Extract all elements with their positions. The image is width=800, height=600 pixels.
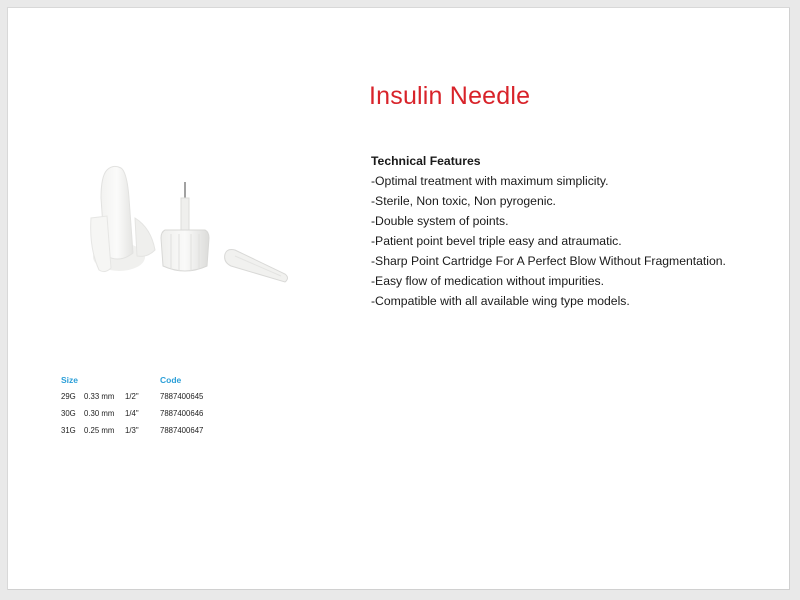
feature-item: -Optimal treatment with maximum simplicity. xyxy=(371,174,609,188)
length: 1/3" xyxy=(125,426,139,435)
feature-item: -Compatible with all available wing type models. xyxy=(371,294,630,308)
outer-cap xyxy=(91,166,155,271)
size-cell xyxy=(61,426,160,435)
needle-hub xyxy=(161,182,209,271)
length: 1/4" xyxy=(125,409,139,418)
code-header: Code xyxy=(160,374,182,385)
code-cell: 7887400646 xyxy=(160,409,204,418)
feature-item: -Easy flow of medication without impurities. xyxy=(371,274,605,288)
feature-item: -Patient point bevel triple easy and atraumatic. xyxy=(371,234,622,248)
table-row xyxy=(61,422,240,439)
features-list xyxy=(371,171,726,311)
diameter: 0.25 mm xyxy=(84,426,115,435)
page-title: Insulin Needle xyxy=(369,82,531,110)
insulin-needle-product-image xyxy=(85,158,295,283)
table-header-row xyxy=(61,371,240,388)
spec-table xyxy=(61,371,240,439)
technical-features xyxy=(371,151,726,311)
feature-item: -Sterile, Non toxic, Non pyrogenic. xyxy=(371,194,556,208)
gauge: 31G xyxy=(61,426,76,435)
gauge: 30G xyxy=(61,409,76,418)
feature-item: -Double system of points. xyxy=(371,214,509,228)
code-cell: 7887400647 xyxy=(160,426,204,435)
size-cell xyxy=(61,392,160,401)
length: 1/2" xyxy=(125,392,139,401)
inner-cap xyxy=(225,250,288,283)
diameter: 0.30 mm xyxy=(84,409,115,418)
code-cell: 7887400645 xyxy=(160,392,204,401)
gauge: 29G xyxy=(61,392,76,401)
size-cell xyxy=(61,409,160,418)
diameter: 0.33 mm xyxy=(84,392,115,401)
features-heading: Technical Features xyxy=(371,154,481,168)
table-row xyxy=(61,405,240,422)
feature-item: -Sharp Point Cartridge For A Perfect Blow Without Fragmentation. xyxy=(371,254,726,268)
table-row xyxy=(61,388,240,405)
size-header: Size xyxy=(61,374,79,385)
